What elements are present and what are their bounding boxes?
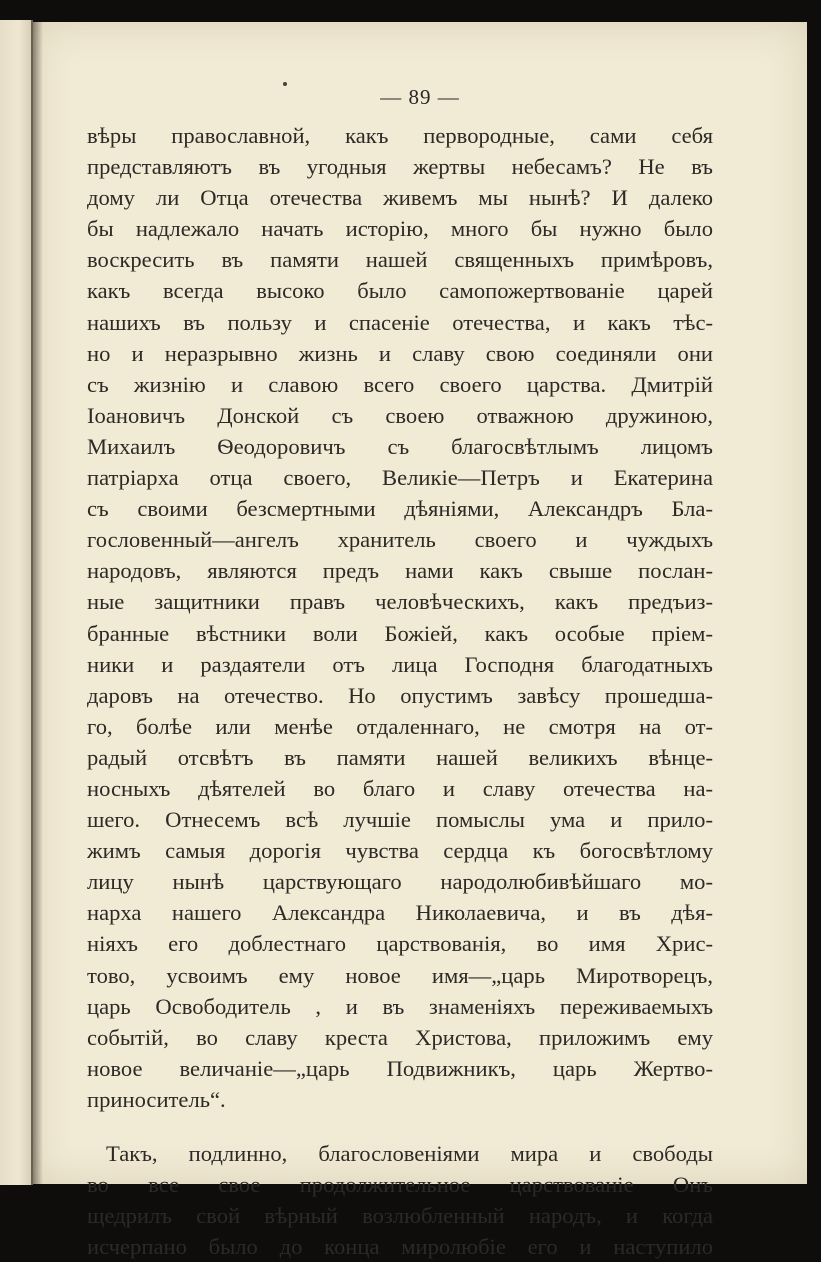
paragraph: [87, 1138, 713, 1262]
text-line: представляютъ въ угодныя жертвы небесамъ? Не въ: [87, 154, 713, 180]
text-line: щедрилъ свой вѣрный возлюбленный народъ, и когда: [87, 1203, 713, 1229]
text-line: жимъ самыя дорогія чувства сердца къ богосвѣтлому: [87, 838, 713, 864]
text-line: бранные вѣстники воли Божіей, какъ особые пріем-: [87, 620, 713, 646]
text-line: новое величаніе—„царь Подвижникъ, царь Жертво-: [87, 1055, 713, 1081]
left-page-edge: [0, 20, 33, 1185]
text-line: нарха нашего Александра Николаевича, и въ дѣя-: [87, 900, 713, 926]
text-line: ніяхъ его доблестнаго царствованія, во имя Хрис-: [87, 931, 713, 957]
text-line: тово, усвоимъ ему новое имя—„царь Миротворецъ,: [87, 962, 713, 988]
text-line: лицу нынѣ царствующаго народолюбивѣйшаго мо-: [87, 869, 713, 895]
page-text: [87, 120, 713, 1262]
text-line: носныхъ дѣятелей во благо и славу отечества на-: [87, 775, 713, 801]
text-line: гословенный—ангелъ хранитель своего и чуждыхъ: [87, 527, 713, 553]
text-line: бы надлежало начать исторію, много бы нужно было: [87, 216, 713, 242]
text-line: дому ли Отца отечества живемъ мы нынѣ? И далеко: [87, 185, 713, 211]
paragraph-gap: [87, 1115, 713, 1138]
text-line: народовъ, являются предъ нами какъ свыше послан-: [87, 558, 713, 584]
text-line: вѣры православной, какъ первородные, сами себя: [87, 123, 713, 148]
text-line: царь Освободитель , и въ знаменіяхъ переживаемыхъ: [87, 993, 713, 1019]
text-line: нашихъ въ пользу и спасеніе отечества, и какъ тѣс-: [87, 309, 713, 335]
text-line: воскресить въ памяти нашей священныхъ примѣровъ,: [87, 247, 713, 273]
gutter-shadow: [33, 22, 43, 1184]
paragraph: [87, 120, 713, 1115]
text-line: событій, во славу креста Христова, приложимъ ему: [87, 1024, 713, 1050]
text-line: Михаилъ Ѳеодоровичъ съ благосвѣтлымъ лицомъ: [87, 433, 713, 459]
text-line: во все свое продолжительное царствованіе Онъ: [87, 1172, 713, 1198]
text-line: приноситель“.: [87, 1086, 226, 1112]
text-line: съ жизнію и славою всего своего царства. Дмитрій: [87, 371, 713, 397]
text-line: какъ всегда высоко было самопожертвованіе царей: [87, 278, 713, 304]
text-line: Іоановичъ Донской съ своею отважною дружиною,: [87, 402, 713, 428]
ink-speck: [283, 82, 287, 86]
text-line: но и неразрывно жизнь и славу свою соединяли они: [87, 340, 713, 366]
text-line: ники и раздаятели отъ лица Господня благодатныхъ: [87, 651, 713, 677]
text-line: радый отсвѣтъ въ памяти нашей великихъ вѣнце-: [87, 744, 713, 770]
book-page: [33, 22, 807, 1260]
text-line: шего. Отнесемъ всѣ лучшіе помыслы ума и прило-: [87, 807, 713, 833]
text-line: ные защитники правъ человѣческихъ, какъ предъиз-: [87, 589, 713, 615]
text-line: го, болѣе или менѣе отдаленнаго, не смотря на от-: [87, 713, 713, 739]
text-line: даровъ на отечество. Но опустимъ завѣсу прошедша-: [87, 682, 713, 708]
text-line: исчерпано было до конца миролюбіе его и наступило: [87, 1234, 713, 1260]
text-line: съ своими безсмертными дѣяніями, Александръ Бла-: [87, 496, 713, 522]
page-number: — 89 —: [380, 85, 460, 109]
text-line: Такъ, подлинно, благословеніями мира и свободы: [106, 1141, 713, 1166]
text-line: патріарха отца своего, Великіе—Петръ и Екатерина: [87, 465, 713, 491]
